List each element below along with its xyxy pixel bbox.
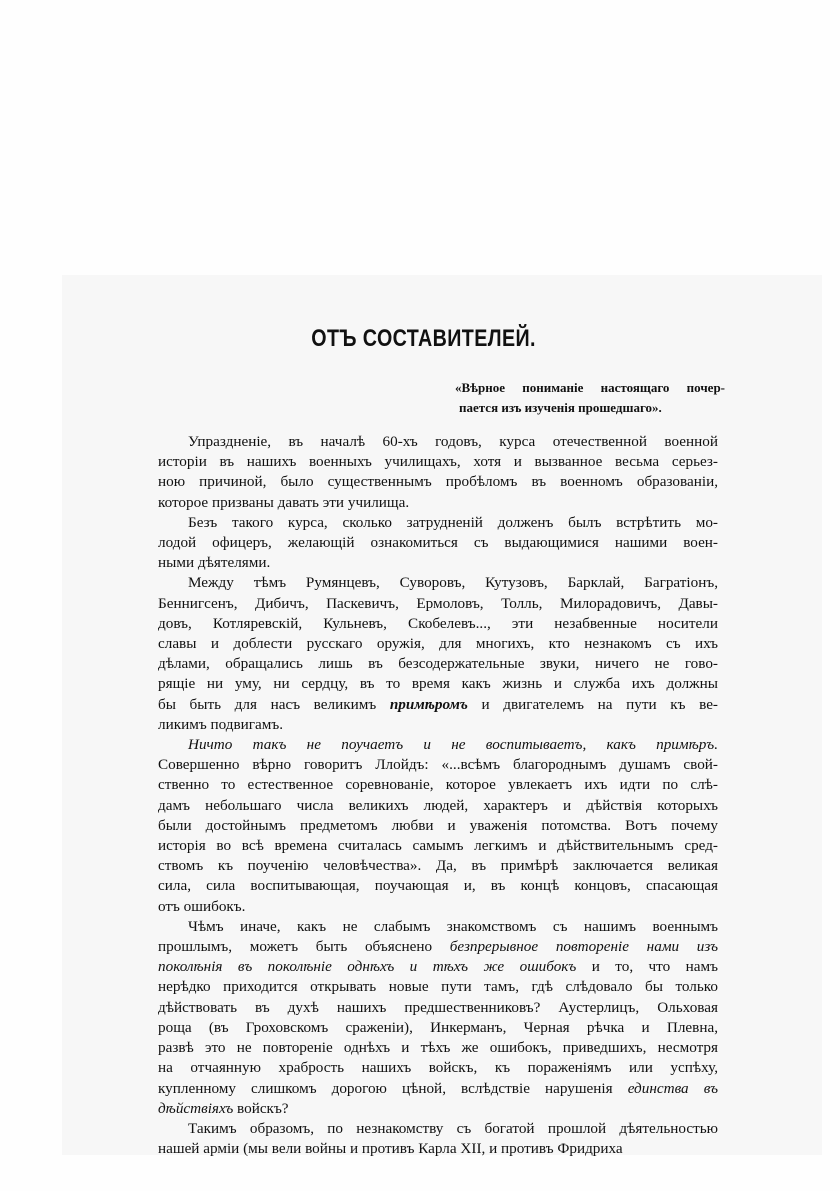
text-line	[158, 816, 718, 836]
text-run: Чѣмъ иначе, какъ не слабымъ знакомствомъ съ нашимъ военнымъ	[188, 917, 718, 935]
text-run: лодой офицеръ, желающій ознакомиться съ выдающимися нашими воен-	[158, 534, 718, 552]
text-line	[158, 452, 718, 472]
text-run: роща (въ Гроховскомъ сраженіи), Инкерманъ, Черная рѣчка и Плевна,	[158, 1018, 718, 1036]
text-line	[158, 634, 718, 654]
text-line	[158, 715, 718, 735]
text-line	[158, 755, 718, 775]
text-run: рящіе ни уму, ни сердцу, въ то время какъ жизнь и служба ихъ должны	[158, 675, 718, 693]
text-line	[158, 533, 718, 553]
text-line	[158, 674, 718, 694]
emphasis-text: безпрерывное повтореніе нами изъ	[449, 938, 718, 956]
text-run: дѣлами, обращались лишь въ безсодержательные звуки, ничего не гово-	[158, 655, 718, 673]
text-run: исторія во всѣ времена считалась самымъ легкимъ и дѣйствительнымъ сред-	[158, 837, 718, 855]
epigraph	[455, 378, 725, 418]
text-run: ствомъ къ поученію человѣчества». Да, въ примѣрѣ заключается великая	[158, 857, 718, 875]
text-run: на отчаянную храбрость нашихъ войскъ, къ пораженіямъ или успѣху,	[158, 1059, 718, 1077]
text-line	[158, 957, 718, 977]
text-line	[158, 1018, 718, 1038]
paragraph	[158, 513, 718, 574]
paragraph	[158, 573, 718, 735]
text-line	[158, 695, 718, 715]
text-run: прошлымъ, можетъ быть объяснено	[158, 938, 450, 956]
text-line	[158, 654, 718, 674]
text-line	[158, 917, 718, 937]
emphasis-text: Ничто такъ не поучаетъ и не воспитываетъ, какъ примѣръ.	[188, 736, 718, 754]
text-line	[158, 876, 718, 896]
text-run: Безъ такого курса, сколько затрудненій долженъ былъ встрѣтить мо-	[188, 513, 718, 531]
text-line	[158, 998, 718, 1018]
text-line	[158, 553, 718, 573]
paragraph	[158, 917, 718, 1119]
text-line	[158, 977, 718, 997]
paragraph	[158, 432, 718, 513]
paragraph	[158, 735, 718, 917]
text-line	[158, 513, 718, 533]
text-line	[158, 493, 718, 513]
text-run: дамъ небольшаго числа великихъ людей, характеръ и дѣйствія которыхъ	[158, 796, 718, 814]
text-run: ными дѣятелями.	[158, 554, 271, 572]
text-line	[158, 735, 718, 755]
text-run: ною причиной, было существеннымъ пробѣломъ въ военномъ образованіи,	[158, 473, 718, 491]
body-text	[158, 432, 718, 1159]
paragraph	[158, 1119, 718, 1159]
text-run: Упраздненіе, въ началѣ 60-хъ годовъ, курса отечественной военной	[188, 433, 718, 450]
text-run: дѣйствовать въ духѣ нашихъ предшественниковъ? Аустерлицъ, Ольховая	[158, 998, 718, 1016]
emphasis-text: поколѣнія въ поколѣніе однѣхъ и тѣхъ же ошибокъ	[158, 958, 577, 976]
text-run: славы и доблести русскаго оружія, для многихъ, кто незнакомъ съ ихъ	[158, 635, 718, 653]
emphasis-text: единства въ	[627, 1079, 718, 1097]
text-run: отъ ошибокъ.	[158, 897, 246, 915]
text-run: нашей арміи (мы вели войны и противъ Карла XII, и противъ Фридриха	[158, 1140, 623, 1158]
text-line	[158, 432, 718, 452]
text-line	[158, 614, 718, 634]
text-line	[158, 594, 718, 614]
text-line	[158, 897, 718, 917]
text-line	[158, 937, 718, 957]
text-run: Совершенно вѣрно говоритъ Ллойдъ: «...всѣмъ благороднымъ душамъ свой-	[158, 756, 718, 774]
text-run: исторіи въ нашихъ военныхъ училищахъ, хотя и вызванное весьма серьез-	[158, 453, 718, 471]
text-run: Между тѣмъ Румянцевъ, Суворовъ, Кутузовъ, Барклай, Багратіонъ,	[188, 574, 718, 592]
text-line	[158, 1079, 718, 1099]
text-run: сила, сила воспитывающая, поучающая и, въ концѣ концовъ, спасающая	[158, 877, 718, 895]
text-run: которое призваны давать эти училища.	[158, 493, 410, 511]
text-run: и то, что намъ	[576, 958, 718, 976]
text-line	[158, 573, 718, 593]
text-line	[158, 796, 718, 816]
text-run: довъ, Котляревскій, Кульневъ, Скобелевъ..., эти незабвенные носители	[158, 614, 718, 632]
page-title: ОТЪ СОСТАВИТЕЛЕЙ.	[311, 325, 536, 352]
text-line	[158, 1038, 718, 1058]
text-line	[158, 1099, 718, 1119]
epigraph-line: «Вѣрное пониманіе настоящаго почер-	[455, 380, 725, 395]
text-line	[158, 472, 718, 492]
emphasis-text: примѣромъ	[389, 695, 468, 713]
text-run: нерѣдко приходится открывать новые пути тамъ, гдѣ слѣдовало бы только	[158, 978, 718, 996]
text-run: и двигателемъ на пути къ ве-	[467, 695, 718, 713]
text-run: ственно то естественное соревнованіе, которое увлекаетъ ихъ идти по слѣ-	[158, 776, 718, 794]
text-run: Такимъ образомъ, по незнакомству съ богатой прошлой дѣятельностью	[188, 1119, 718, 1137]
text-line	[158, 836, 718, 856]
emphasis-text: дѣйствіяхъ	[158, 1099, 234, 1117]
text-line	[158, 1139, 718, 1159]
text-run: купленному слишкомъ дорогою цѣной, вслѣдствіе нарушенія	[158, 1079, 628, 1097]
text-run: ликимъ подвигамъ.	[158, 715, 284, 733]
text-run: были достойнымъ предметомъ любви и уваженія потомства. Вотъ почему	[158, 816, 718, 834]
text-line	[158, 856, 718, 876]
text-line	[158, 775, 718, 795]
text-line	[158, 1119, 718, 1139]
text-line	[158, 1058, 718, 1078]
text-run: бы быть для насъ великимъ	[158, 695, 390, 713]
epigraph-line: пается изъ изученія прошедшаго».	[459, 400, 662, 415]
text-run: войскъ?	[233, 1099, 289, 1117]
text-run: Беннигсенъ, Дибичъ, Паскевичъ, Ермоловъ, Толль, Милорадовичъ, Давы-	[158, 594, 718, 612]
text-run: развѣ это не повтореніе однѣхъ и тѣхъ же ошибокъ, приведшихъ, несмотря	[158, 1039, 718, 1057]
